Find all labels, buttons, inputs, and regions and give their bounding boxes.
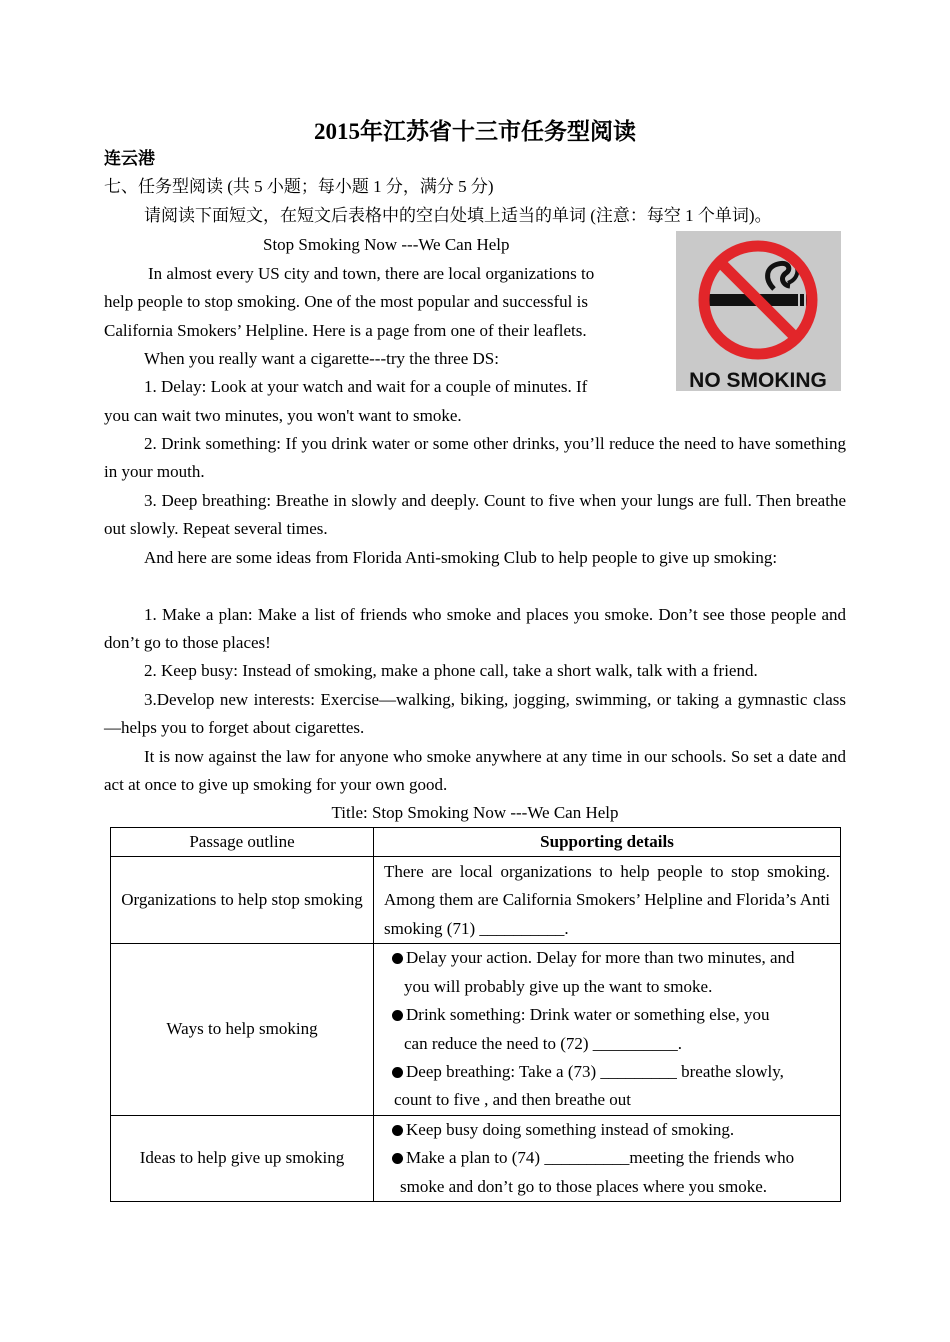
list-item xyxy=(384,1116,830,1144)
passage-title: Stop Smoking Now ---We Can Help xyxy=(263,235,510,254)
passage-para3-line2: you can wait two minutes, you won't want to smoke. xyxy=(104,406,462,425)
bullet-icon xyxy=(392,1010,403,1021)
row3-details xyxy=(374,1115,841,1201)
passage-para2: When you really want a cigarette---try the three DS: xyxy=(144,349,499,368)
passage-para1-line2: help people to stop smoking. One of the most popular and successful is xyxy=(104,292,588,311)
row3-bullet1: Keep busy doing something instead of smoking. xyxy=(406,1119,735,1139)
row2-bullet2-line2: can reduce the need to (72) __________. xyxy=(404,1033,683,1053)
row2-bullet3-line2: count to five , and then breathe out xyxy=(394,1090,631,1110)
bullet-icon xyxy=(392,1067,403,1078)
sign-caption: NO SMOKING xyxy=(689,369,827,391)
table-header-row xyxy=(111,828,841,857)
row2-bullet1-line2: you will probably give up the want to smoke. xyxy=(404,976,713,996)
table-row xyxy=(111,1115,841,1201)
no-smoking-icon xyxy=(676,231,841,391)
row2-details xyxy=(374,944,841,1115)
passage-para9: 3.Develop new interests: Exercise—walking, biking, jogging, swimming, or taking a gymnastic class—helps you to forget about cigarettes. xyxy=(104,690,846,738)
row1-details: There are local organizations to help people to stop smoking. Among them are California Smokers’ Helpline and Florida’s Anti smoking (71) __________. xyxy=(374,857,841,944)
row1-outline: Organizations to help stop smoking xyxy=(111,857,374,944)
row2-bullet3-line1: Deep breathing: Take a (73) _________ breathe slowly, xyxy=(406,1062,784,1082)
no-smoking-sign xyxy=(676,231,841,391)
city-label: 连云港 xyxy=(104,149,155,168)
list-item xyxy=(384,1001,830,1029)
table-row xyxy=(111,857,841,944)
row3-bullet2-line2: smoke and don’t go to those places where you smoke. xyxy=(400,1176,768,1196)
bullet-icon xyxy=(392,1125,403,1136)
row2-bullet2-line1: Drink something: Drink water or something else, you xyxy=(406,1005,770,1025)
list-item xyxy=(384,1058,830,1086)
instruction-text: 请阅读下面短文，在短文后表格中的空白处填上适当的单词 (注意：每空 1 个单词)。 xyxy=(144,206,772,225)
row3-outline: Ideas to help give up smoking xyxy=(111,1115,374,1201)
row2-bullet1-line1: Delay your action. Delay for more than two minutes, and xyxy=(406,948,795,968)
outline-table xyxy=(110,827,841,1202)
passage-para10: It is now against the law for anyone who smoke anywhere at any time in our schools. So set a date and act at once to give up smoking for your own good. xyxy=(104,747,846,795)
row2-outline: Ways to help smoking xyxy=(111,944,374,1115)
section-heading: 七、任务型阅读 (共 5 小题；每小题 1 分，满分 5 分) xyxy=(104,177,494,196)
bullet-icon xyxy=(392,1153,403,1164)
passage-para8: 2. Keep busy: Instead of smoking, make a phone call, take a short walk, talk with a friend. xyxy=(144,661,758,680)
passage-para6: And here are some ideas from Florida Anti-smoking Club to help people to give up smoking: xyxy=(144,548,778,567)
table-row xyxy=(111,944,841,1115)
passage-para5: 3. Deep breathing: Breathe in slowly and deeply. Count to five when your lungs are full. Then breathe out slowly. Repeat several times. xyxy=(104,491,846,539)
passage-para7: 1. Make a plan: Make a list of friends who smoke and places you smoke. Don’t see those people and don’t go to those places! xyxy=(104,605,846,653)
main-title: 2015年江苏省十三市任务型阅读 xyxy=(314,119,636,144)
bullet-icon xyxy=(392,953,403,964)
col-header-details: Supporting details xyxy=(374,828,841,857)
passage-para4: 2. Drink something: If you drink water or some other drinks, you’ll reduce the need to have something in your mouth. xyxy=(104,434,846,482)
passage-para1-line1: In almost every US city and town, there are local organizations to xyxy=(148,264,595,283)
passage-para3-line1: 1. Delay: Look at your watch and wait for a couple of minutes. If xyxy=(144,377,588,396)
table-caption: Title: Stop Smoking Now ---We Can Help xyxy=(331,803,619,822)
row3-bullet2-line1: Make a plan to (74) __________meeting the friends who xyxy=(406,1148,795,1168)
col-header-outline: Passage outline xyxy=(111,828,374,857)
list-item xyxy=(384,1144,830,1172)
passage-para1-line3: California Smokers’ Helpline. Here is a page from one of their leaflets. xyxy=(104,321,587,340)
list-item xyxy=(384,944,830,972)
